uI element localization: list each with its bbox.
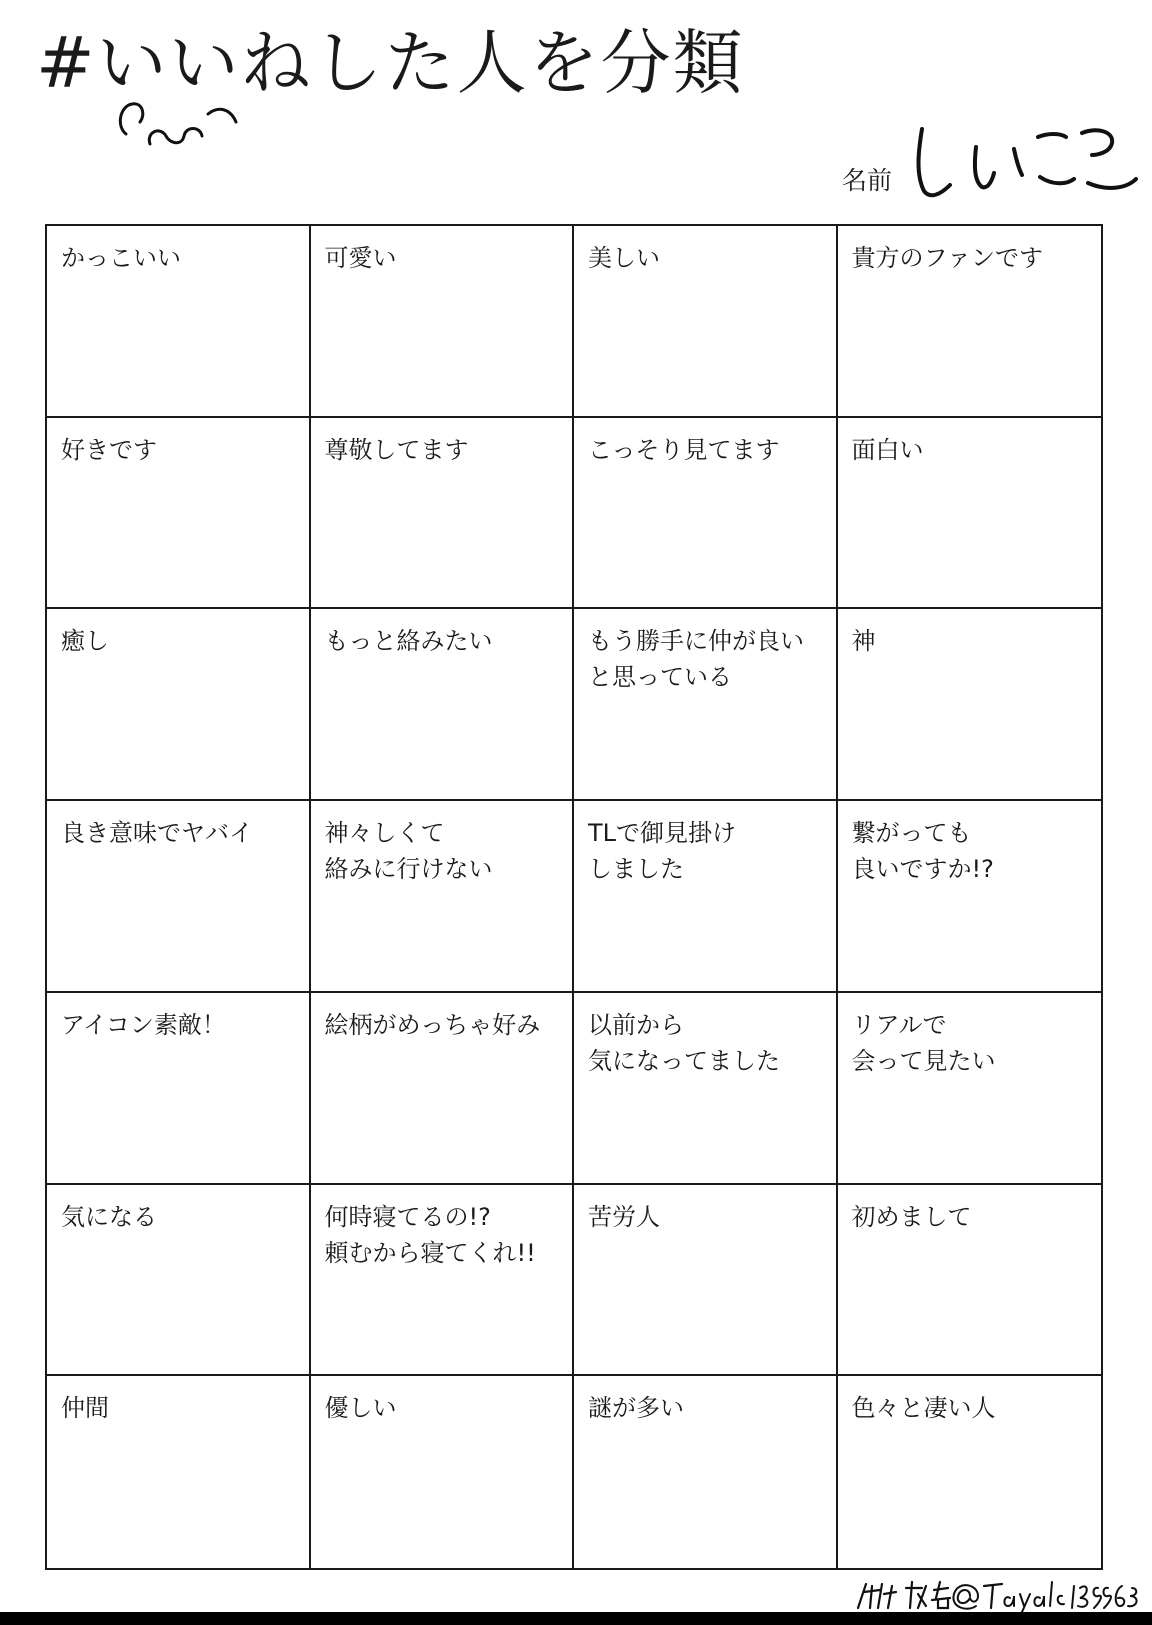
grid-cell: もう勝手に仲が良い と思っている — [574, 609, 838, 801]
grid-cell: 尊敬してます — [311, 418, 575, 610]
handwritten-scribble — [112, 92, 252, 162]
grid-cell: TLで御見掛け しました — [574, 801, 838, 993]
grid-cell: 初めまして — [838, 1185, 1102, 1377]
classification-grid — [45, 224, 1103, 1570]
grid-cell: 以前から 気になってました — [574, 993, 838, 1185]
grid-cell: 気になる — [47, 1185, 311, 1377]
bottom-bar — [0, 1612, 1152, 1625]
handwritten-name — [910, 125, 1150, 205]
grid-cell: 苦労人 — [574, 1185, 838, 1377]
grid-cell: リアルで 会って見たい — [838, 993, 1102, 1185]
name-label: 名前 — [842, 166, 893, 195]
grid-cell: 良き意味でヤバイ — [47, 801, 311, 993]
grid-cell: アイコン素敵！ — [47, 993, 311, 1185]
grid-cell: 何時寝てるの!? 頼むから寝てくれ!! — [311, 1185, 575, 1377]
grid-cell: 癒し — [47, 609, 311, 801]
grid-cell: 面白い — [838, 418, 1102, 610]
grid-cell: 色々と凄い人 — [851, 1394, 996, 1423]
page-title: #いいねした人を分類 — [36, 22, 745, 104]
grid-cell: 繋がっても 良いですか!? — [838, 801, 1102, 993]
grid-cell: かっこいい — [47, 226, 311, 418]
grid-cell: 仲間 — [47, 1376, 311, 1568]
grid-cell: こっそり見てます — [574, 418, 838, 610]
grid-cell: 絵柄がめっちゃ好み — [311, 993, 575, 1185]
handwritten-credit — [852, 1578, 1142, 1612]
grid-cell: 神 — [838, 609, 1102, 801]
grid-cell: 神々しくて 絡みに行けない — [311, 801, 575, 993]
grid-cell: 優しい — [311, 1376, 575, 1568]
grid-cell: 貴方のファンです — [838, 226, 1102, 418]
grid-cell: もっと絡みたい — [311, 609, 575, 801]
grid-cell: 美しい — [574, 226, 838, 418]
grid-cell: 謎が多い — [574, 1376, 838, 1568]
grid-cell: 好きです — [47, 418, 311, 610]
grid-cell: 可愛い — [311, 226, 575, 418]
